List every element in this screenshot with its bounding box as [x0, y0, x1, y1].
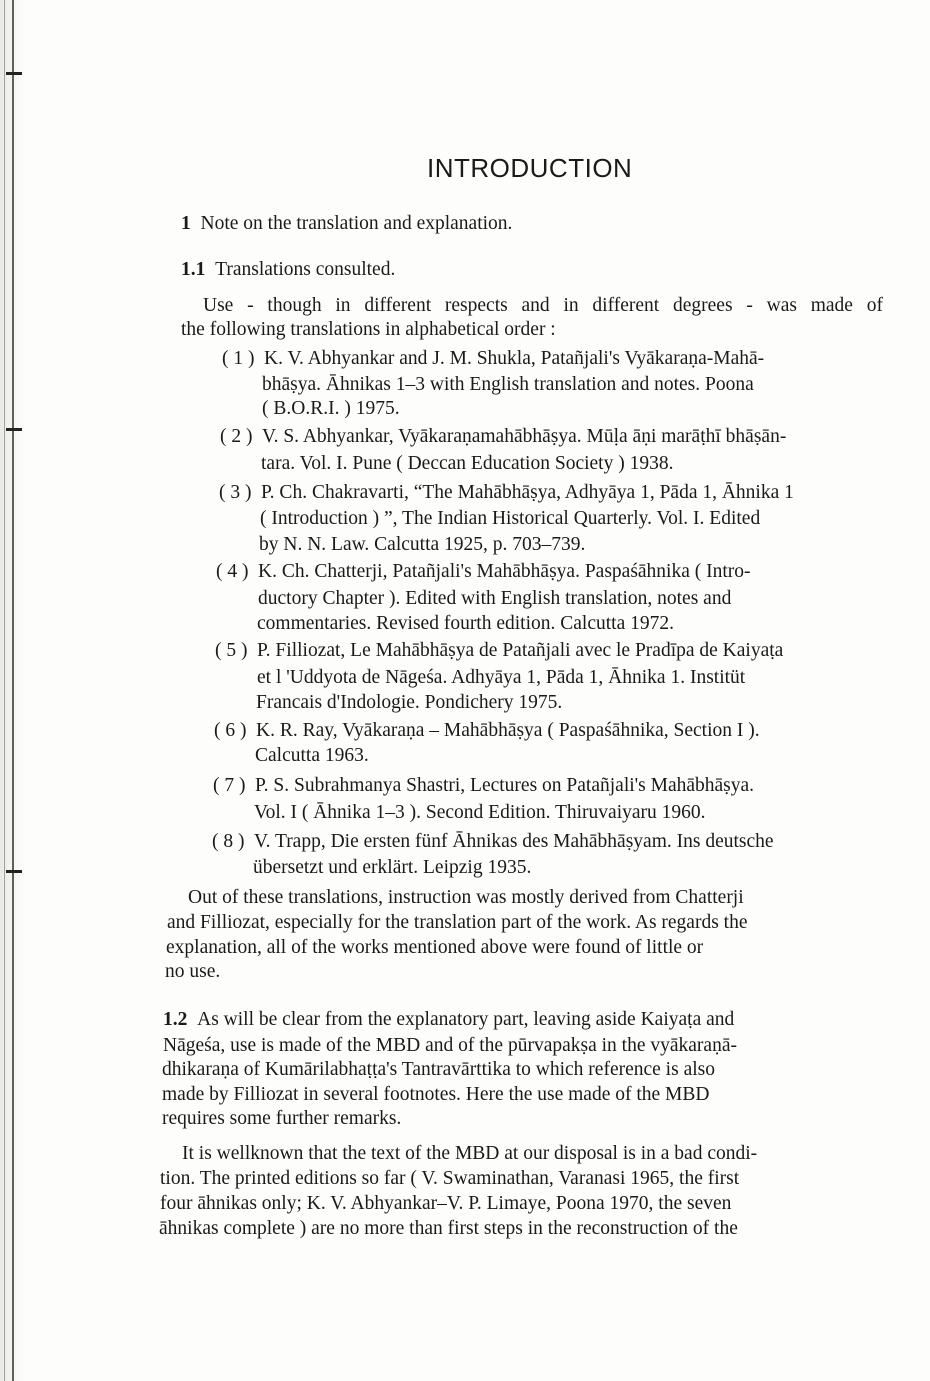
section-1-2-line: Nāgeśa, use is made of the MBD and of the pūrvapakṣa in the vyākaraṇā-	[163, 1035, 737, 1056]
list-item-line: ( Introduction ) ”, The Indian Historical Quarterly. Vol. I. Edited	[260, 508, 761, 529]
list-item-line: P. Filliozat, Le Mahābhāṣya de Patañjali avec le Pradīpa de Kaiyaṭa	[257, 640, 784, 661]
list-item-line: ( B.O.R.I. ) 1975.	[262, 398, 400, 419]
binding-mark	[6, 428, 22, 431]
binding-line-thin	[4, 0, 5, 1381]
list-item-line: V. Trapp, Die ersten fünf Āhnikas des Mahābhāṣyam. Ins deutsche	[254, 831, 774, 852]
section-1-2-line: 1.2 As will be clear from the explanatory part, leaving aside Kaiyaṭa and	[163, 1009, 735, 1030]
paragraph-line: explanation, all of the works mentioned above were found of little or	[166, 937, 704, 958]
list-number: ( 7 )	[213, 775, 246, 796]
list-item-line: ductory Chapter ). Edited with English translation, notes and	[258, 588, 732, 609]
binding-line	[12, 0, 14, 1381]
list-item-line: K. V. Abhyankar and J. M. Shukla, Patañjali's Vyākaraṇa-Mahā-	[264, 348, 765, 369]
paragraph-line: no use.	[165, 961, 221, 982]
intro-line: Use - though in different respects and in different degrees - was made of	[203, 295, 883, 316]
list-item-line: by N. N. Law. Calcutta 1925, p. 703–739.	[259, 534, 586, 555]
list-item-line: P. Ch. Chakravarti, “The Mahābhāṣya, Adhyāya 1, Pāda 1, Āhnika 1	[261, 482, 794, 503]
list-item-line: übersetzt und erklärt. Leipzig 1935.	[253, 857, 532, 878]
section-heading-1-1: 1.1 Translations consulted.	[181, 259, 396, 280]
paragraph-line: āhnikas complete ) are no more than first steps in the reconstruction of the	[159, 1218, 738, 1239]
list-item-line: Vol. I ( Āhnika 1–3 ). Second Edition. Thiruvaiyaru 1960.	[254, 802, 706, 823]
binding-mark	[6, 870, 22, 873]
list-number: ( 8 )	[212, 831, 245, 852]
list-number: ( 4 )	[216, 561, 249, 582]
paragraph-line: and Filliozat, especially for the translation part of the work. As regards the	[167, 912, 748, 933]
list-number: ( 5 )	[215, 640, 248, 661]
list-item-line: Francais d'Indologie. Pondichery 1975.	[256, 692, 563, 713]
list-item-line: P. S. Subrahmanya Shastri, Lectures on Patañjali's Mahābhāṣya.	[255, 775, 755, 796]
list-item-line: bhāṣya. Āhnikas 1–3 with English translation and notes. Poona	[262, 374, 754, 395]
page-title: INTRODUCTION	[427, 153, 633, 183]
list-item-line: K. R. Ray, Vyākaraṇa – Mahābhāṣya ( Paspaśāhnika, Section I ).	[256, 720, 760, 741]
section-1-2-line: dhikaraṇa of Kumārilabhaṭṭa's Tantravārttika to which reference is also	[162, 1059, 715, 1080]
intro-line: the following translations in alphabetical order :	[181, 319, 556, 340]
list-item-line: K. Ch. Chatterji, Patañjali's Mahābhāṣya. Paspaśāhnika ( Intro-	[258, 561, 751, 582]
list-item-line: Calcutta 1963.	[255, 745, 369, 766]
list-item-line: tara. Vol. I. Pune ( Deccan Education Society ) 1938.	[261, 453, 674, 474]
binding-mark	[6, 72, 22, 75]
paragraph-line: Out of these translations, instruction was mostly derived from Chatterji	[188, 887, 744, 908]
list-number: ( 6 )	[214, 720, 247, 741]
list-item-line: commentaries. Revised fourth edition. Calcutta 1972.	[257, 613, 674, 634]
list-item-line: et l 'Uddyota de Nāgeśa. Adhyāya 1, Pāda 1, Āhnika 1. Institüt	[257, 667, 746, 688]
list-number: ( 1 )	[222, 348, 255, 369]
section-1-2-line: requires some further remarks.	[162, 1108, 402, 1129]
list-item-line: V. S. Abhyankar, Vyākaraṇamahābhāṣya. Mūḷa āṇi marāṭhī bhāṣān-	[262, 426, 787, 447]
paragraph-line: It is wellknown that the text of the MBD at our disposal is in a bad condi-	[182, 1143, 758, 1164]
list-number: ( 3 )	[219, 482, 252, 503]
paragraph-line: four āhnikas only; K. V. Abhyankar–V. P. Limaye, Poona 1970, the seven	[160, 1193, 732, 1214]
section-1-2-line: made by Filliozat in several footnotes. Here the use made of the MBD	[162, 1084, 710, 1105]
paragraph-line: tion. The printed editions so far ( V. Swaminathan, Varanasi 1965, the first	[160, 1168, 740, 1189]
list-number: ( 2 )	[220, 426, 253, 447]
section-heading-1: 1 Note on the translation and explanation.	[181, 213, 513, 234]
